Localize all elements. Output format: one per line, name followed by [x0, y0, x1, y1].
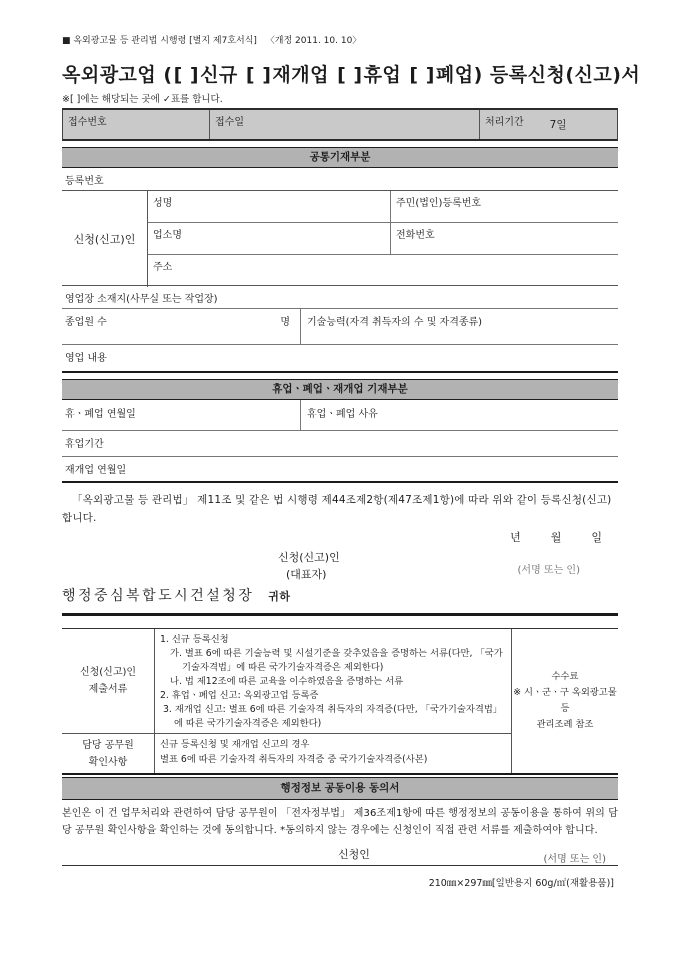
official-check-cell: [155, 733, 512, 773]
business-desc-label: 영업 내용: [65, 353, 107, 364]
receipt-number-label: 접수번호: [68, 117, 107, 128]
employees-label: 종업원 수: [65, 317, 107, 328]
consent-applicant-label: 신청인: [338, 848, 370, 861]
official-check-header-line2: 확인사항: [88, 756, 128, 768]
closure-date-row: [62, 400, 618, 431]
checkbox-close[interactable]: [ ]: [409, 64, 435, 86]
name-cell[interactable]: [148, 191, 390, 223]
signature-applicant-label: 신청(신고)인: [278, 551, 340, 564]
resident-number-cell[interactable]: [390, 191, 618, 223]
submit-docs-header-line2: 제출서류: [88, 684, 128, 695]
premises-row[interactable]: [62, 286, 618, 309]
consent-signature-note: (서명 또는 인): [543, 854, 606, 865]
fee-note-line1: ※ 시ㆍ군ㆍ구 옥외광고물 등: [513, 687, 617, 714]
title-prefix: 옥외광고업 (: [62, 64, 173, 86]
receipt-date-cell[interactable]: [209, 110, 479, 139]
resident-number-label: 주민(법인)등록번호: [396, 198, 482, 209]
form-reference-line: [62, 33, 618, 46]
revision-note: 〈개정 2011. 10. 10〉: [265, 36, 362, 46]
official-check-line: 신규 등록신청 및 재개업 신고의 경우: [160, 739, 310, 750]
name-label: 성명: [153, 198, 173, 209]
doc-item: 나. 법 제12조에 따른 교육을 이수하였음을 증명하는 서류: [170, 675, 404, 687]
day-label: 일: [591, 531, 602, 544]
signature-or-seal-note: (서명 또는 인): [517, 565, 580, 576]
premises-label: 영업장 소재지(사무실 또는 작업장): [65, 294, 218, 305]
title-option-suspend: 휴업: [363, 64, 402, 86]
registration-number-field[interactable]: [107, 174, 137, 184]
month-label: 월: [550, 531, 562, 544]
processing-period-value: 7일: [549, 119, 567, 131]
registration-number-label: 등록번호: [65, 176, 104, 187]
address-label: 주소: [153, 262, 173, 273]
tech-ability-label: 기술능력(자격 취득자의 수 및 자격종류): [307, 317, 483, 328]
applicant-block: [62, 190, 618, 286]
employees-cell[interactable]: [62, 309, 300, 344]
paper-spec: 210㎜×297㎜[일반용지 60g/㎡(재활용품)]: [428, 878, 614, 889]
consent-signature-block: [62, 842, 618, 866]
receipt-strip: [62, 108, 618, 141]
reopening-date-label: 재개업 연월일: [65, 465, 127, 476]
closing-date-label: 휴ㆍ폐업 연월일: [65, 409, 136, 420]
doc-item: 3. 재개업 신고: 별표 6에 따른 기술자격 취득자의 자격증(다만, 「국가기술자격법」에 따른 국가기술자격증은 제외한다): [163, 703, 503, 729]
representative-label: (대표자): [286, 568, 327, 581]
submit-docs-cell: [155, 629, 512, 733]
official-check-line: 별표 6에 따른 기술자격 취득자의 자격증 중 국가기술자격증(사본): [160, 753, 428, 765]
suspension-period-row[interactable]: [62, 431, 618, 457]
title-option-close: 폐업: [435, 64, 474, 86]
consent-paragraph: 본인은 이 건 업무처리와 관련하여 담당 공무원이 「전자정부법」 제36조제1항에 따른 행정정보의 공동이용을 통하여 위의 담당 공무원 확인사항을 확인하는 것에 동의합니다. *동의하지 않는 경우에는 신청인이 직접 관련 서류를 제출하여야 합니다.: [62, 808, 618, 836]
page-title: [62, 60, 641, 87]
checkbox-new[interactable]: [ ]: [173, 64, 200, 86]
doc-item: 1. 신규 등록신청: [160, 634, 229, 645]
section-header-common: 공통기재부분: [62, 147, 618, 168]
shop-name-cell[interactable]: [148, 223, 390, 255]
submit-docs-header-line1: 신청(신고)인: [79, 667, 137, 678]
closing-reason-label: 휴업ㆍ폐업 사유: [307, 409, 378, 420]
section-header-closure: 휴업ㆍ폐업ㆍ재개업 기재부분: [62, 379, 618, 400]
checkbox-reopen[interactable]: [ ]: [245, 64, 272, 86]
business-desc-row[interactable]: [62, 345, 618, 373]
shop-name-label: 업소명: [153, 230, 182, 241]
date-line: [62, 529, 618, 545]
phone-label: 전화번호: [396, 230, 435, 241]
addressee-line: [62, 585, 618, 605]
processing-period-label: 처리기간: [485, 117, 524, 128]
doc-item: 2. 휴업ㆍ폐업 신고: 옥외광고업 등록증: [160, 689, 319, 701]
check-instruction: ※[ ]에는 해당되는 곳에 ✓표를 합니다.: [62, 94, 223, 105]
doc-item: 가. 별표 6에 따른 기술능력 및 시설기준을 갖추었음을 증명하는 서류(다만, 「국가기술자격법」에 따른 국가기술자격증은 제외한다): [170, 647, 503, 673]
employees-row: [62, 309, 618, 345]
applicant-signature-block: [62, 549, 618, 583]
receipt-number-cell[interactable]: [63, 110, 209, 139]
fee-cell: [512, 629, 618, 773]
processing-period-cell: [479, 110, 617, 139]
section-divider: [62, 613, 618, 616]
title-suffix: ) 등록신청(신고)서: [473, 64, 641, 86]
title-option-reopen: 재개업: [272, 64, 329, 86]
fee-title: 수수료: [551, 671, 579, 683]
official-check-header-line1: 담당 공무원: [82, 739, 134, 751]
attachments-table: [62, 628, 618, 775]
receipt-date-label: 접수일: [215, 117, 244, 128]
official-check-header: [62, 733, 155, 773]
addressee-name: 행정중심복합도시건설청장: [62, 588, 255, 604]
year-label: 년: [510, 531, 521, 544]
addressee-suffix: 귀하: [268, 590, 291, 603]
form-reference: ■ 옥외광고물 등 관리법 시행령 [별지 제7호서식]: [62, 36, 257, 46]
submit-docs-header: [62, 629, 155, 733]
registration-number-row: [62, 168, 618, 190]
closing-date-cell[interactable]: [62, 400, 300, 430]
title-option-new: 신규: [200, 64, 238, 86]
employees-unit: 명: [280, 317, 290, 328]
declaration-paragraph: 「옥외광고물 등 관리법」 제11조 및 같은 법 시행령 제44조제2항(제47조제1항)에 따라 위와 같이 등록신청(신고)합니다.: [62, 494, 612, 525]
fee-note-line2: 관리조례 참조: [536, 718, 594, 730]
phone-cell[interactable]: [390, 223, 618, 255]
reopening-date-row[interactable]: [62, 457, 618, 483]
section-header-consent: 행정정보 공동이용 동의서: [62, 777, 618, 800]
checkbox-suspend[interactable]: [ ]: [337, 64, 363, 86]
closing-reason-cell[interactable]: [300, 400, 618, 430]
suspension-period-label: 휴업기간: [65, 439, 104, 450]
tech-ability-cell[interactable]: [300, 309, 618, 344]
applicant-label: 신청(신고)인: [62, 191, 148, 287]
address-cell[interactable]: [148, 255, 618, 287]
